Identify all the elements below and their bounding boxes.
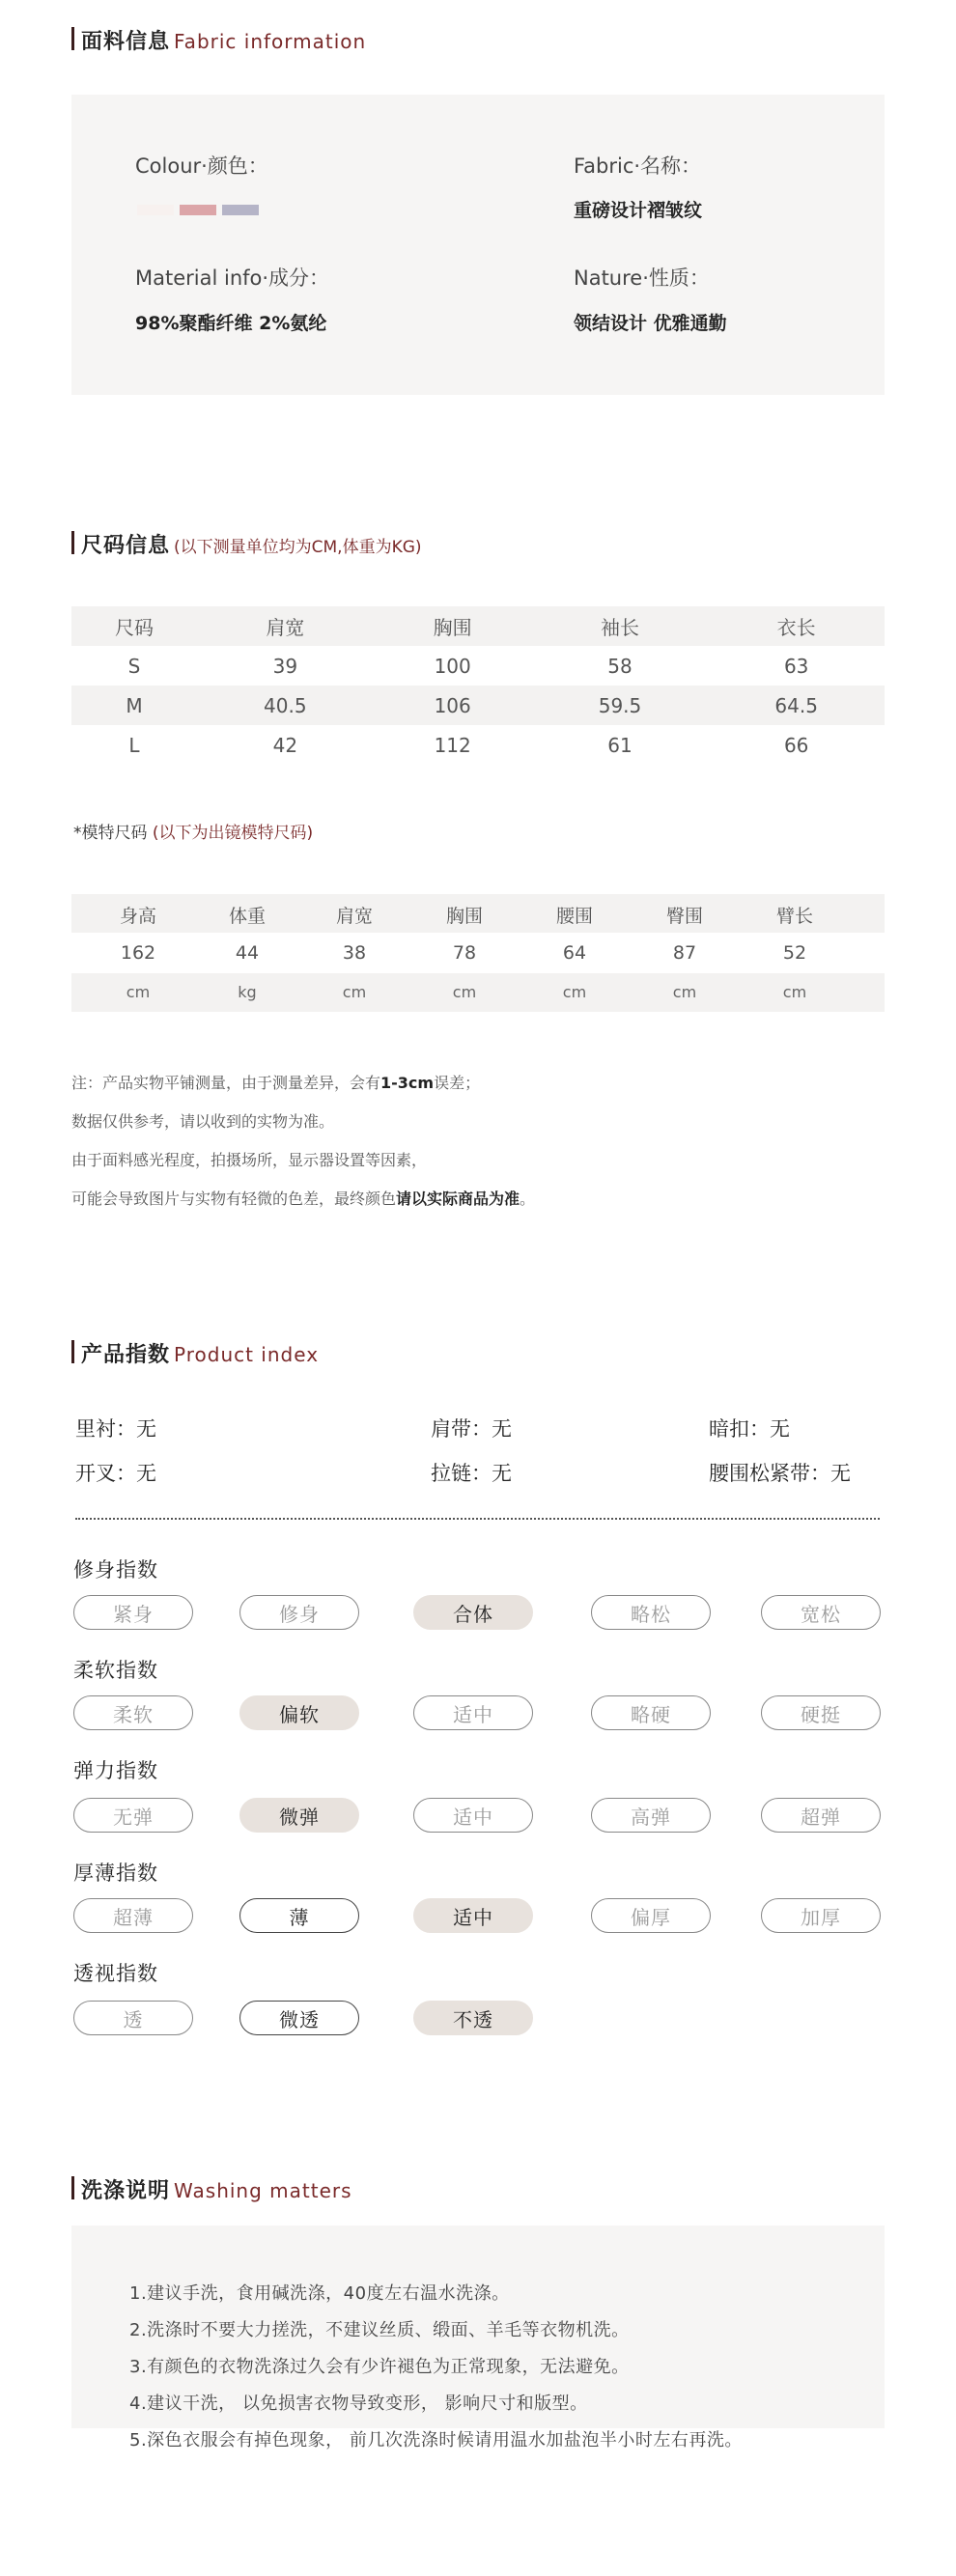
model-unit-cell: cm xyxy=(782,983,807,1001)
washing-item: 4.建议干洗， 以免损害衣物导致变形， 影响尺寸和版型。 xyxy=(129,2394,588,2414)
note-text: 可能会导致图片与实物有轻微的色差，最终颜色 xyxy=(71,1190,397,1208)
washing-item: 5.深色衣服会有掉色现象， 前几次洗涤时候请用温水加盐泡半小时左右再洗。 xyxy=(129,2430,743,2450)
scale-option-outlined: 微透 xyxy=(239,2001,359,2035)
model-value-cell: 52 xyxy=(782,942,807,964)
size-cell: 106 xyxy=(374,686,532,725)
note-emphasis: 1-3cm xyxy=(380,1074,435,1092)
size-cell: 59.5 xyxy=(532,686,709,725)
attr-zipper: 拉链：无 xyxy=(431,1462,512,1485)
fabric-heading xyxy=(71,25,366,55)
model-size-title xyxy=(73,819,313,843)
model-value-cell: 44 xyxy=(235,942,260,964)
scale-option: 紧身 xyxy=(73,1595,193,1630)
model-header-cell: 臀围 xyxy=(665,906,703,927)
size-cell: 39 xyxy=(197,646,374,686)
model-header-row xyxy=(81,902,850,928)
size-cell: 58 xyxy=(532,646,709,686)
size-header-cell: 胸围 xyxy=(374,606,532,646)
size-cell: 42 xyxy=(197,725,374,765)
scale-title-sheerness: 透视指数 xyxy=(73,1962,158,1985)
model-value-cell: 87 xyxy=(672,942,697,964)
model-size-title-text: *模特尺码 xyxy=(73,824,148,843)
model-header-cell: 肩宽 xyxy=(335,906,373,927)
scale-option: 略松 xyxy=(591,1595,711,1630)
scale-option: 高弹 xyxy=(591,1798,711,1833)
scale-option-outlined: 薄 xyxy=(239,1898,359,1933)
size-table xyxy=(71,606,885,765)
size-cell: 64.5 xyxy=(708,686,885,725)
note-emphasis: 请以实际商品为准 xyxy=(396,1190,520,1208)
scale-option: 硬挺 xyxy=(761,1695,881,1730)
note-line-4 xyxy=(71,1180,535,1218)
model-header-cell: 体重 xyxy=(228,906,266,927)
scale-option: 无弹 xyxy=(73,1798,193,1833)
nature-label: Nature·性质： xyxy=(574,266,710,290)
note-line-2: 数据仅供参考，请以收到的实物为准。 xyxy=(71,1112,335,1131)
model-header-cell: 臂长 xyxy=(775,906,813,927)
model-units-row xyxy=(81,983,850,1001)
scale-option: 偏厚 xyxy=(591,1898,711,1933)
scale-option-selected: 适中 xyxy=(413,1898,533,1933)
size-table-row xyxy=(71,646,885,686)
colour-label: Colour·颜色： xyxy=(135,154,268,178)
washing-heading-zh: 洗涤说明 xyxy=(81,2179,171,2203)
fabric-heading-en: Fabric information xyxy=(174,30,367,53)
index-divider xyxy=(75,1518,880,1520)
size-cell: M xyxy=(71,686,197,725)
fabric-name-value: 重磅设计褶皱纹 xyxy=(574,200,703,221)
size-heading-note: (以下测量单位均为CM,体重为KG) xyxy=(174,538,422,557)
size-header-cell: 肩宽 xyxy=(197,606,374,646)
size-cell: 40.5 xyxy=(197,686,374,725)
scale-option-selected: 微弹 xyxy=(239,1798,359,1833)
model-unit-cell: cm xyxy=(126,983,151,1001)
measurement-notes xyxy=(71,1064,535,1218)
scale-option: 透 xyxy=(73,2001,193,2035)
model-values-row xyxy=(81,942,850,964)
attr-lining: 里衬：无 xyxy=(75,1417,156,1441)
scale-option-selected: 合体 xyxy=(413,1595,533,1630)
nature-value: 领结设计 优雅通勤 xyxy=(574,313,727,334)
scale-title-elasticity: 弹力指数 xyxy=(73,1759,158,1782)
colour-swatch-1 xyxy=(137,205,174,215)
index-heading xyxy=(71,1338,319,1368)
size-cell: 112 xyxy=(374,725,532,765)
note-text: 。 xyxy=(520,1190,536,1208)
note-text: 误差； xyxy=(434,1074,481,1092)
model-unit-cell: cm xyxy=(452,983,477,1001)
colour-swatch-2 xyxy=(180,205,216,215)
size-cell: S xyxy=(71,646,197,686)
scale-option-selected: 偏软 xyxy=(239,1695,359,1730)
colour-swatch-3 xyxy=(222,205,259,215)
washing-heading-en: Washing matters xyxy=(174,2179,352,2202)
washing-item: 1.建议手洗，食用碱洗涤，40度左右温水洗涤。 xyxy=(129,2283,510,2304)
scale-option: 柔软 xyxy=(73,1695,193,1730)
scale-option: 适中 xyxy=(413,1798,533,1833)
scale-option-selected: 不透 xyxy=(413,2001,533,2035)
washing-list xyxy=(129,2276,743,2459)
fabric-panel xyxy=(71,95,885,395)
model-unit-cell: cm xyxy=(562,983,587,1001)
attr-strap: 肩带：无 xyxy=(431,1417,512,1441)
model-value-cell: 64 xyxy=(562,942,587,964)
size-header-cell: 袖长 xyxy=(532,606,709,646)
scale-option: 修身 xyxy=(239,1595,359,1630)
attr-waistband: 腰围松紧带：无 xyxy=(709,1462,851,1485)
size-table-row xyxy=(71,725,885,765)
washing-item: 3.有颜色的衣物洗涤过久会有少许褪色为正常现象，无法避免。 xyxy=(129,2357,630,2377)
model-header-cell: 腰围 xyxy=(555,906,593,927)
note-line-1 xyxy=(71,1064,535,1103)
attr-snap: 暗扣：无 xyxy=(709,1417,790,1441)
index-heading-en: Product index xyxy=(174,1343,320,1366)
size-table-header xyxy=(71,606,885,646)
index-heading-zh: 产品指数 xyxy=(81,1343,171,1367)
note-text: 注：产品实物平铺测量，由于测量差异，会有 xyxy=(71,1074,381,1092)
size-header-cell: 尺码 xyxy=(71,606,197,646)
fabric-heading-zh: 面料信息 xyxy=(81,30,171,54)
size-cell: 100 xyxy=(374,646,532,686)
material-value: 98%聚酯纤维 2%氨纶 xyxy=(135,313,327,334)
fabric-name-label: Fabric·名称： xyxy=(574,154,702,178)
scale-title-thickness: 厚薄指数 xyxy=(73,1862,158,1885)
material-label: Material info·成分： xyxy=(135,266,330,290)
scale-option: 略硬 xyxy=(591,1695,711,1730)
model-size-note: (以下为出镜模特尺码) xyxy=(152,824,314,843)
scale-option: 超薄 xyxy=(73,1898,193,1933)
size-heading xyxy=(71,529,422,559)
model-unit-cell: cm xyxy=(342,983,367,1001)
size-header-cell: 衣长 xyxy=(708,606,885,646)
scale-option: 适中 xyxy=(413,1695,533,1730)
scale-option: 宽松 xyxy=(761,1595,881,1630)
scale-option: 超弹 xyxy=(761,1798,881,1833)
washing-heading xyxy=(71,2174,352,2204)
model-value-cell: 78 xyxy=(452,942,477,964)
size-cell: 63 xyxy=(708,646,885,686)
size-cell: 61 xyxy=(532,725,709,765)
model-unit-cell: cm xyxy=(672,983,697,1001)
scale-title-fit: 修身指数 xyxy=(73,1558,158,1582)
scale-title-softness: 柔软指数 xyxy=(73,1659,158,1682)
model-header-cell: 胸围 xyxy=(445,906,483,927)
model-unit-cell: kg xyxy=(238,983,257,1001)
size-cell: 66 xyxy=(708,725,885,765)
model-value-cell: 38 xyxy=(342,942,367,964)
model-value-cell: 162 xyxy=(120,942,156,964)
model-header-cell: 身高 xyxy=(119,906,156,927)
attr-slit: 开叉：无 xyxy=(75,1462,156,1485)
scale-option: 加厚 xyxy=(761,1898,881,1933)
size-cell: L xyxy=(71,725,197,765)
washing-item: 2.洗涤时不要大力搓洗，不建议丝质、缎面、羊毛等衣物机洗。 xyxy=(129,2320,630,2340)
note-line-3: 由于面料感光程度，拍摄场所，显示器设置等因素， xyxy=(71,1151,428,1169)
size-heading-zh: 尺码信息 xyxy=(81,534,171,558)
size-table-row xyxy=(71,686,885,725)
